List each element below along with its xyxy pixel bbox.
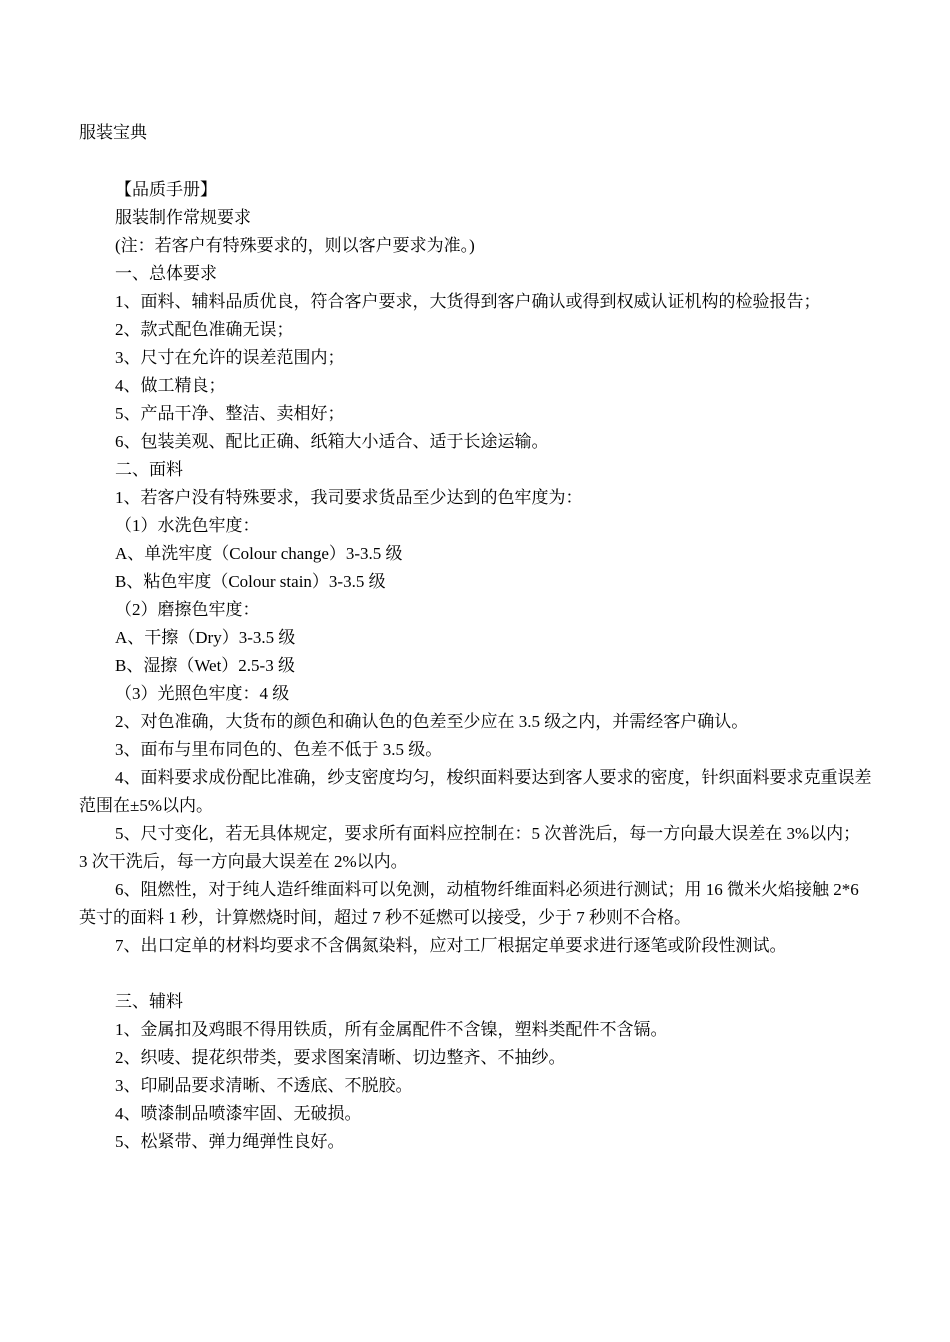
- paragraph: 1、若客户没有特殊要求，我司要求货品至少达到的色牢度为：: [115, 488, 583, 507]
- paragraph: （1）水洗色牢度：: [115, 516, 260, 535]
- section-heading-fabric: 二、面料: [115, 460, 183, 479]
- paragraph: A、干擦（Dry）3-3.5 级: [115, 628, 296, 647]
- section-heading-general: 一、总体要求: [115, 264, 217, 283]
- paragraph: 6、阻燃性，对于纯人造纤维面料可以免测，动植物纤维面料必须进行测试；用 16 微米火焰接触 2*6 英寸的面料 1 秒，计算燃烧时间，超过 7 秒不延燃可以接受，少于 7 秒则不合格。: [79, 880, 859, 927]
- paragraph: 3、面布与里布同色的、色差不低于 3.5 级。: [115, 740, 443, 759]
- paragraph: 1、金属扣及鸡眼不得用铁质，所有金属配件不含镍，塑料类配件不含镉。: [115, 1020, 668, 1039]
- paragraph: B、粘色牢度（Colour stain）3-3.5 级: [115, 572, 386, 591]
- paragraph: 4、做工精良；: [115, 376, 226, 395]
- blank-line: [79, 960, 874, 988]
- section-heading-quality-manual: 【品质手册】: [115, 180, 217, 199]
- paragraph: A、单洗牢度（Colour change）3-3.5 级: [115, 544, 403, 563]
- section-heading-accessories: 三、辅料: [115, 992, 183, 1011]
- paragraph: 6、包装美观、配比正确、纸箱大小适合、适于长途运输。: [115, 432, 549, 451]
- document-body: [79, 176, 874, 1156]
- paragraph: 5、松紧带、弹力绳弹性良好。: [115, 1132, 345, 1151]
- paragraph: 4、面料要求成份配比准确，纱支密度均匀，梭织面料要达到客人要求的密度，针织面料要求克重误差范围在±5%以内。: [79, 768, 872, 815]
- paragraph: 5、产品干净、整洁、卖相好；: [115, 404, 345, 423]
- paragraph: 3、印刷品要求清晰、不透底、不脱胶。: [115, 1076, 413, 1095]
- paragraph: 2、对色准确，大货布的颜色和确认色的色差至少应在 3.5 级之内，并需经客户确认。: [115, 712, 749, 731]
- paragraph: （2）磨擦色牢度：: [115, 600, 260, 619]
- paragraph: 3、尺寸在允许的误差范围内；: [115, 348, 345, 367]
- paragraph: B、湿擦（Wet）2.5-3 级: [115, 656, 295, 675]
- paragraph: 4、喷漆制品喷漆牢固、无破损。: [115, 1104, 362, 1123]
- document-title: 服装宝典: [79, 123, 147, 142]
- paragraph: （3）光照色牢度：4 级: [115, 684, 290, 703]
- paragraph: 1、面料、辅料品质优良，符合客户要求，大货得到客户确认或得到权威认证机构的检验报告；: [115, 292, 821, 311]
- subtitle: 服装制作常规要求: [115, 208, 251, 227]
- paragraph: 2、款式配色准确无误；: [115, 320, 294, 339]
- paragraph: 3 次干洗后，每一方向最大误差在 2%以内。: [79, 852, 408, 871]
- note: (注：若客户有特殊要求的，则以客户要求为准。): [115, 236, 475, 255]
- paragraph: 2、织唛、提花织带类，要求图案清晰、切边整齐、不抽纱。: [115, 1048, 566, 1067]
- paragraph: 7、出口定单的材料均要求不含偶氮染料，应对工厂根据定单要求进行逐笔或阶段性测试。: [115, 936, 787, 955]
- paragraph: 5、尺寸变化，若无具体规定，要求所有面料应控制在：5 次普洗后，每一方向最大误差在 3%以内；: [115, 824, 861, 843]
